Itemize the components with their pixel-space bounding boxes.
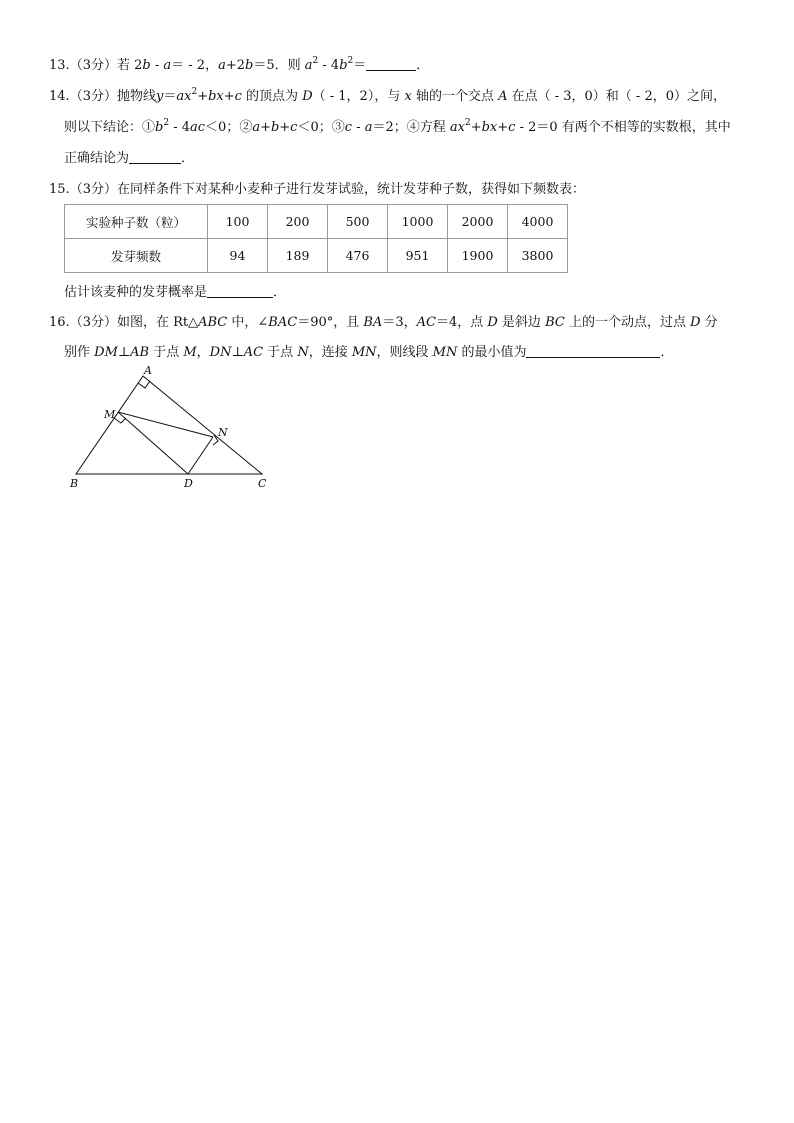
q13-number: 13. (49, 58, 70, 73)
table-cell: 476 (328, 239, 388, 273)
table-cell: 1900 (448, 239, 508, 273)
table-row (65, 205, 568, 239)
label-d: D (184, 477, 193, 490)
segment-dn (188, 437, 213, 474)
label-n: N (218, 426, 228, 439)
question-14-line-2: 则以下结论：$①b^2 - 4ac<0$；②a+b+c＜0；③c - a＝2；④方程 $ax^2+bx+c - 2=0$ 有两个不相等的实数根，其中 (64, 118, 731, 135)
table-cell: 951 (388, 239, 448, 273)
question-16-line-1: 16.（3分）如图，在 Rt△ABC 中，∠BAC＝90°，且 BA＝3，AC＝4，点 D 是斜边 BC 上的一个动点，过点 D 分 (49, 315, 718, 330)
q16-number: 16. (49, 315, 70, 330)
q14-score: （3分） (69, 89, 117, 104)
question-14-line-1: 14.（3分）抛物线$y=ax^2+bx+c$ 的顶点为 D（ - 1，2），与 x 轴的一个交点 A 在点（ - 3，0）和（ - 2，0）之间， (49, 87, 726, 104)
q14-answer-blank[interactable] (129, 151, 181, 164)
q13-answer-blank[interactable] (366, 58, 416, 71)
table-cell: 1000 (388, 205, 448, 239)
q13-score: （3分） (69, 58, 117, 73)
question-16-line-2: 别作 DM⊥AB 于点 M，DN⊥AC 于点 N，连接 MN，则线段 MN 的最小值为 ． (64, 345, 674, 360)
table-cell: 500 (328, 205, 388, 239)
q15-answer-blank[interactable] (207, 285, 273, 298)
table-cell: 200 (268, 205, 328, 239)
label-m: M (104, 408, 116, 421)
table-cell: 4000 (508, 205, 568, 239)
triangle-figure (66, 366, 286, 496)
q16-score: （3分） (69, 315, 117, 330)
table-cell: 2000 (448, 205, 508, 239)
table-row-header: 实验种子数（粒） (65, 205, 208, 239)
question-14-line-3: 正确结论为 ． (64, 151, 195, 166)
table-cell: 3800 (508, 239, 568, 273)
table-row (65, 239, 568, 273)
frequency-table (64, 204, 568, 273)
label-c: C (258, 477, 267, 490)
right-angle-mark-a (138, 381, 150, 388)
right-angle-mark-m (114, 418, 126, 423)
question-15-answer-line: 估计该麦种的发芽概率是 ． (64, 285, 287, 300)
q15-number: 15. (49, 182, 70, 197)
table-cell: 94 (208, 239, 268, 273)
q14-number: 14. (49, 89, 70, 104)
q16-answer-blank[interactable] (526, 345, 660, 358)
question-15: 15.（3分）在同样条件下对某种小麦种子进行发芽试验，统计发芽种子数，获得如下频数表： (49, 182, 585, 197)
q15-score: （3分） (69, 182, 117, 197)
label-b: B (70, 477, 79, 490)
table-cell: 189 (268, 239, 328, 273)
question-13: 13.（3分）若 2b - a＝ - 2，a+2b＝5．则 $a^2 - 4b^2=$ ． (49, 56, 430, 73)
table-cell: 100 (208, 205, 268, 239)
table-row-header: 发芽频数 (65, 239, 208, 273)
label-a: A (144, 366, 152, 377)
